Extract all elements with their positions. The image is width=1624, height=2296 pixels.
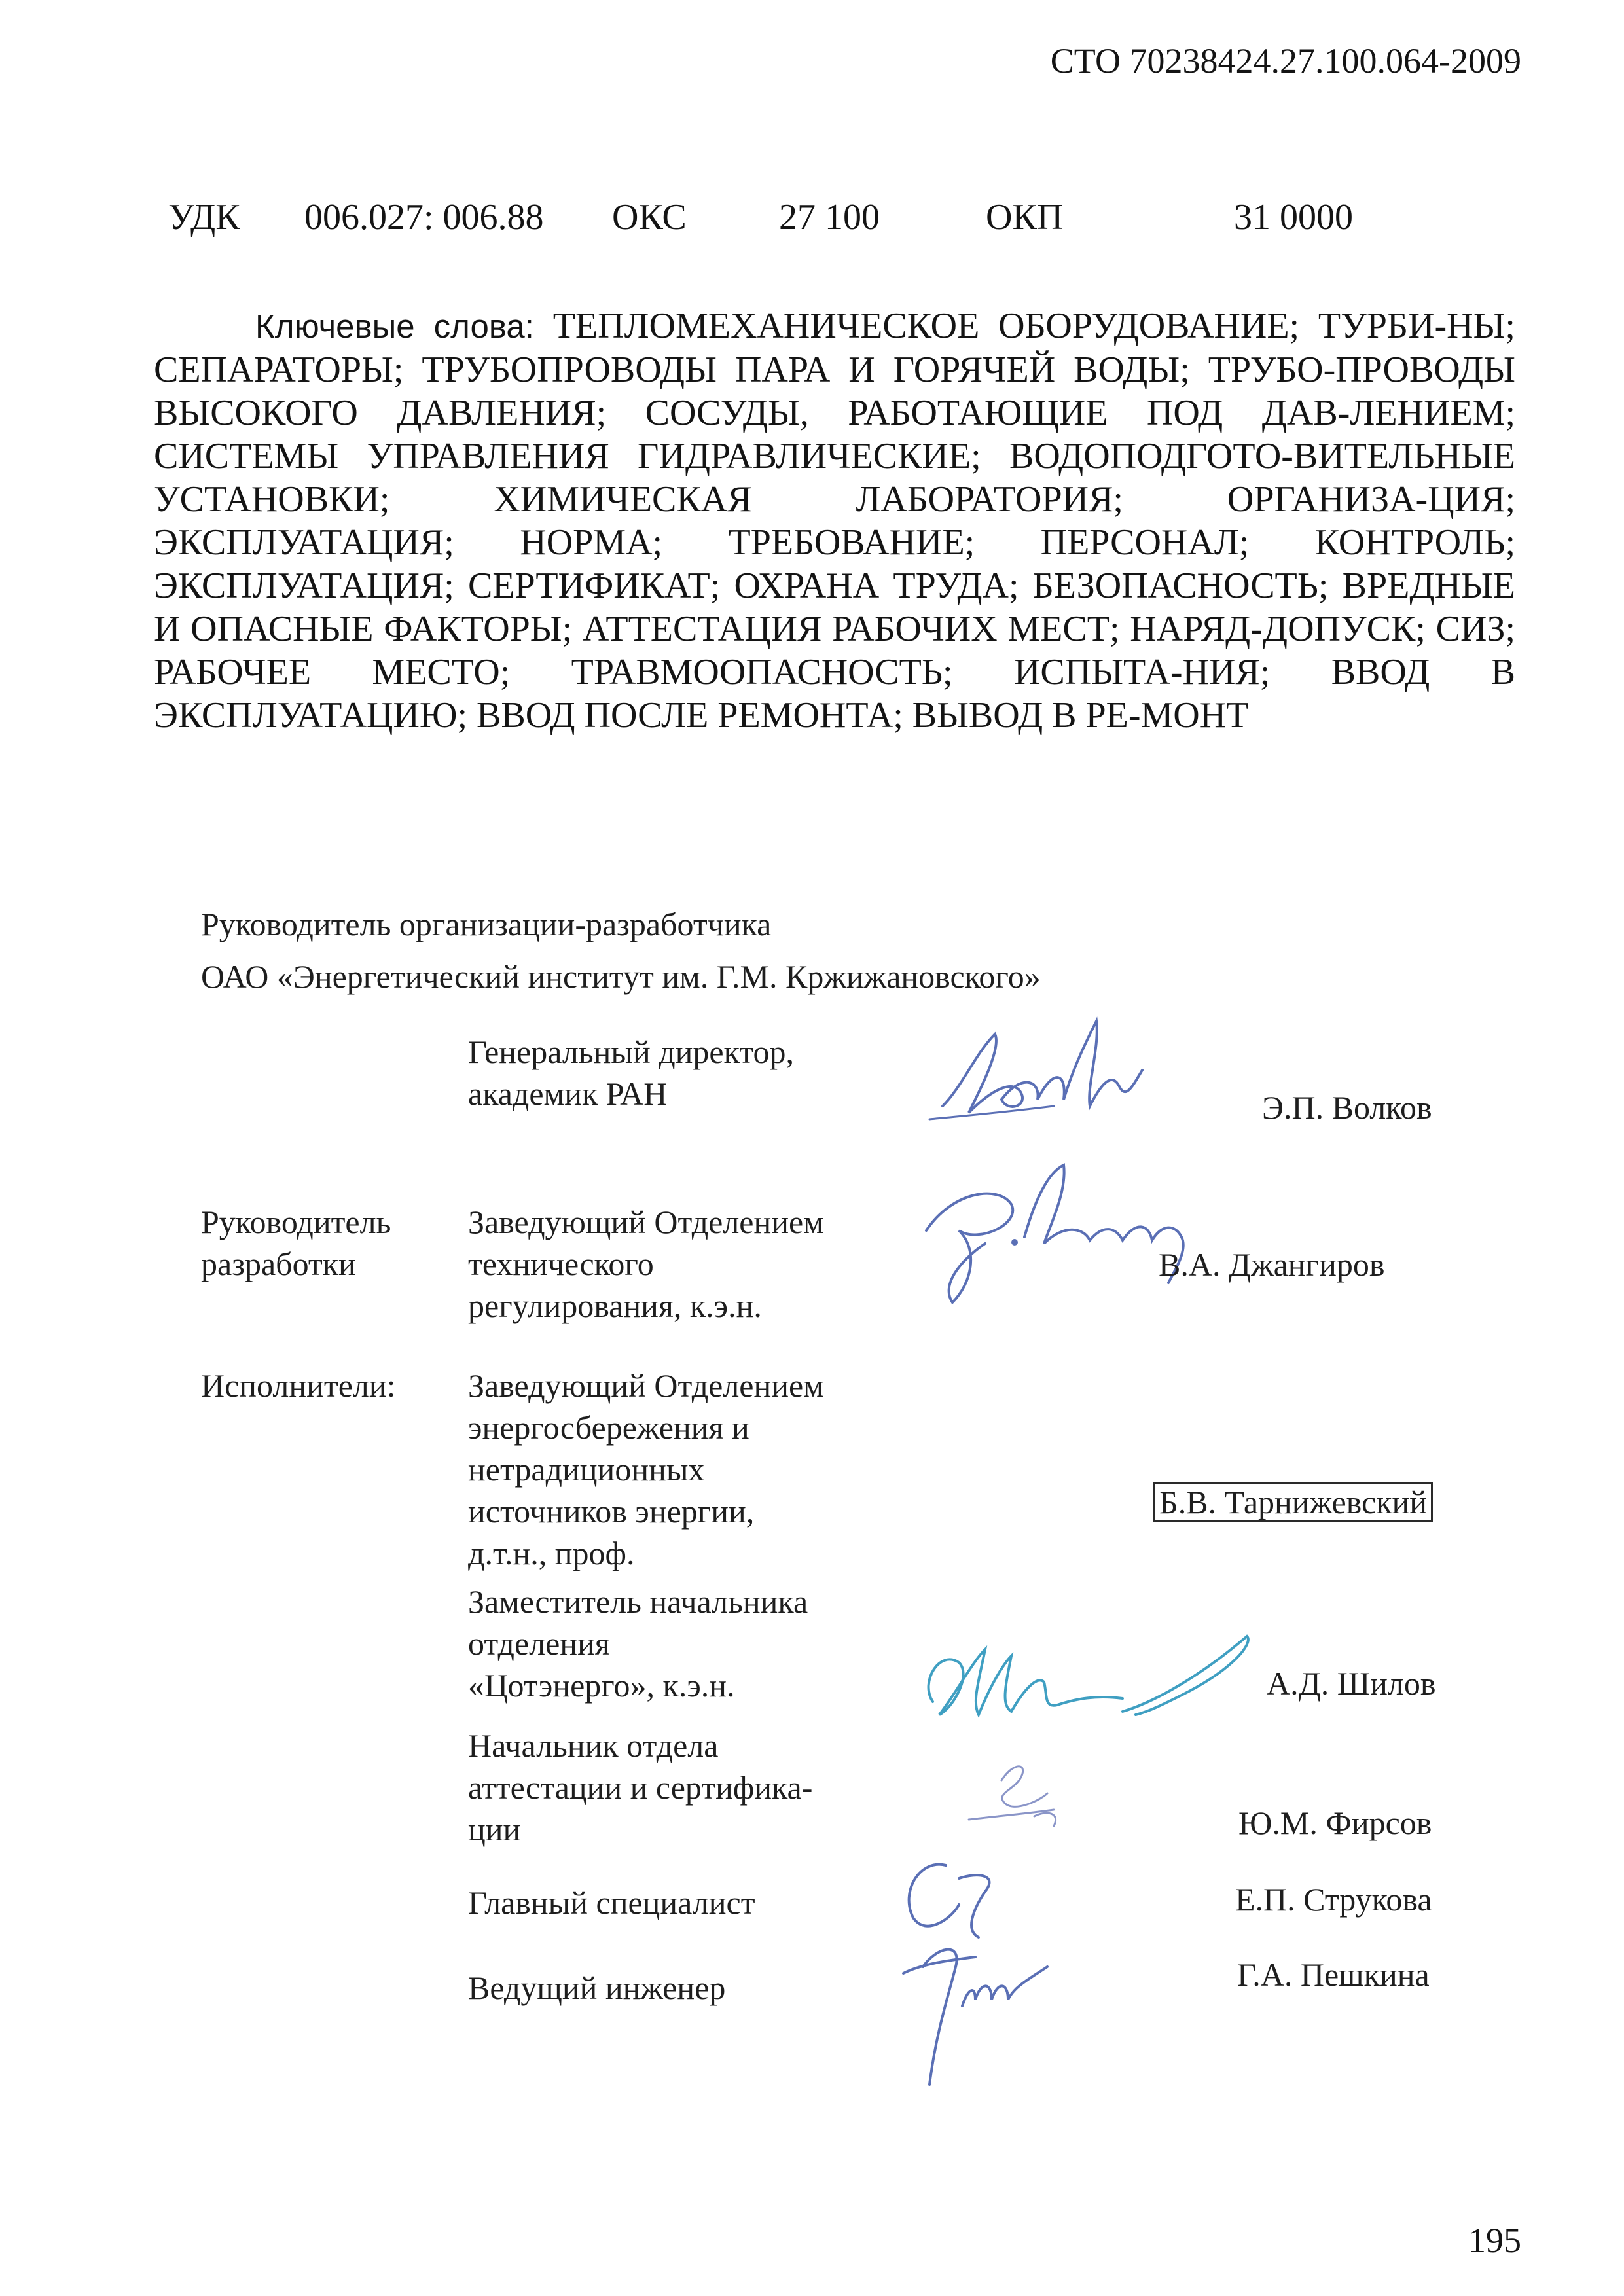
oks-value: 27 100 [779, 197, 880, 238]
executor-1-name: Б.В. Тарнижевский [1153, 1482, 1433, 1522]
executor-1-title: Заведующий Отделением энергосбережения и нетрадиционных источников энергии, д.т.н., проф. [468, 1367, 824, 1571]
director-title: Генеральный директор, академик РАН [468, 1033, 794, 1112]
signature-dzhangirov [913, 1152, 1221, 1316]
org-name: ОАО «Энергетический институт им. Г.М. Кржижановского» [201, 958, 1041, 995]
oks-label: ОКС [612, 197, 687, 238]
executor-1-name-box [1153, 1481, 1433, 1523]
executor-2-name: А.Д. Шилов [1267, 1665, 1436, 1702]
keywords-paragraph [154, 304, 1515, 737]
dev-lead-title: Заведующий Отделением технического регулирования, к.э.н. [468, 1204, 824, 1324]
executor-5-name: Г.А. Пешкина [1237, 1956, 1430, 1993]
keywords-text: ТЕПЛОМЕХАНИЧЕСКОЕ ОБОРУДОВАНИЕ; ТУРБИ-НЫ; СЕПАРАТОРЫ; ТРУБОПРОВОДЫ ПАРА И ГОРЯЧЕЙ ВОДЫ; ТРУБО-ПРОВОДЫ ВЫСОКОГО ДАВЛЕНИЯ; СОСУДЫ, РАБОТАЮЩИЕ ПОД ДАВ-ЛЕНИЕМ; СИСТЕМЫ УПРАВЛЕНИЯ ГИДРАВЛИЧЕСКИЕ; ВОДОПОДГОТО-ВИТЕЛЬНЫЕ УСТАНОВКИ; ХИМИЧЕСКАЯ ЛАБОРАТОРИЯ; ОРГАНИЗА-ЦИЯ; ЭКСПЛУАТАЦИЯ; НОРМА; ТРЕБОВАНИЕ; ПЕРСОНАЛ; КОНТРОЛЬ; ЭКСПЛУАТАЦИЯ; СЕРТИФИКАТ; ОХРАНА ТРУДА; БЕЗОПАСНОСТЬ; ВРЕДНЫЕ И ОПАСНЫЕ ФАКТОРЫ; АТТЕСТАЦИЯ РАБОЧИХ МЕСТ; НАРЯД-ДОПУСК; СИЗ; РАБОЧЕЕ МЕСТО; ТРАВМООПАСНОСТЬ; ИСПЫТА-НИЯ; ВВОД В ЭКСПЛУАТАЦИЮ; ВВОД ПОСЛЕ РЕМОНТА; ВЫВОД В РЕ-МОНТ [154, 306, 1515, 736]
executor-4-title: Главный специалист [468, 1884, 755, 1921]
executor-3-title: Начальник отдела аттестации и сертифика- ции [468, 1727, 813, 1848]
dev-lead-name: В.А. Джангиров [1159, 1246, 1385, 1283]
dev-lead-role: Руководитель разработки [201, 1204, 391, 1282]
executor-3-name: Ю.М. Фирсов [1238, 1804, 1432, 1841]
signature-peshkina [884, 1928, 1080, 2098]
org-head-label: Руководитель организации-разработчика [201, 906, 772, 942]
okp-value: 31 0000 [1234, 197, 1353, 238]
executor-4-name: Е.П. Струкова [1235, 1881, 1432, 1918]
udk-label: УДК [168, 197, 240, 238]
standard-code: СТО 70238424.27.100.064-2009 [1050, 41, 1521, 81]
keywords-label: Ключевые слова: [255, 308, 534, 345]
director-name: Э.П. Волков [1262, 1089, 1432, 1126]
executor-5-title: Ведущий инженер [468, 1969, 726, 2006]
udk-value: 006.027: 006.88 [304, 197, 544, 238]
signature-shilov [907, 1623, 1273, 1741]
executors-label: Исполнители: [201, 1367, 396, 1404]
executor-2-title: Заместитель начальника отделения «Цотэнерго», к.э.н. [468, 1583, 808, 1704]
signature-firsov [956, 1754, 1087, 1846]
signature-volkov [923, 1008, 1165, 1132]
page-number: 195 [1468, 2221, 1521, 2260]
okp-label: ОКП [986, 197, 1064, 238]
